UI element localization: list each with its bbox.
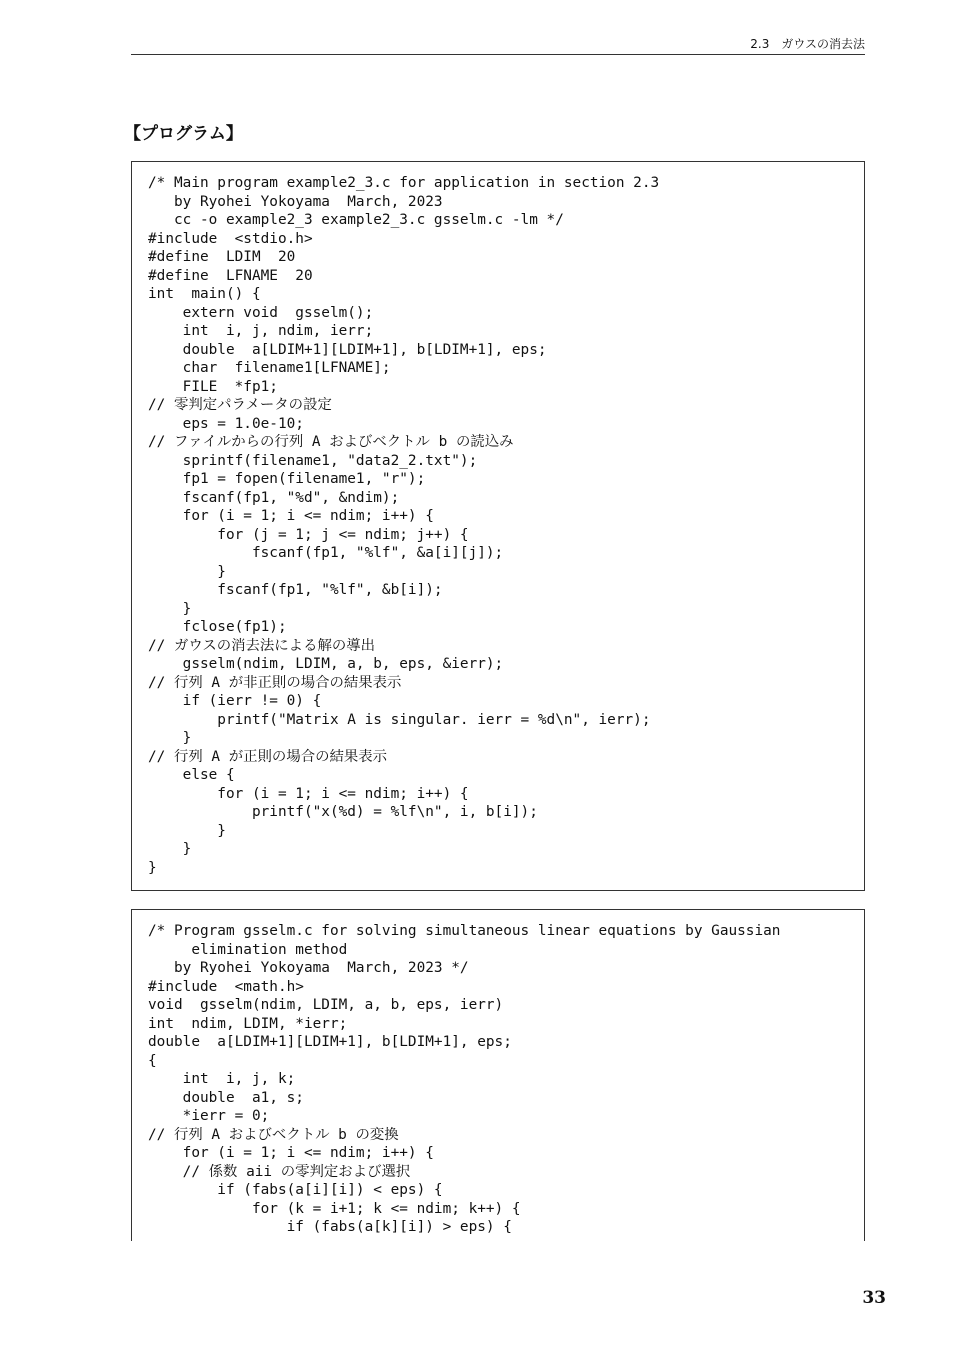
code-line: // 行列 A が正則の場合の結果表示 [148, 748, 388, 765]
code-line: if (fabs(a[k][i]) > eps) { [148, 1219, 512, 1235]
code-line: } [148, 859, 157, 876]
code-line: /* Main program example2_3.c for application in section 2.3 [148, 175, 660, 191]
code-line: } [148, 600, 192, 617]
code-line: #include <math.h> [148, 978, 304, 995]
code-line: if (fabs(a[i][i]) < eps) { [148, 1182, 443, 1198]
code-line: } [148, 563, 226, 580]
code-line: fscanf(fp1, "%d", &ndim); [148, 489, 400, 506]
code-line: elimination method [148, 941, 348, 958]
code-line: { [148, 1052, 157, 1069]
code-line: char filename1[LFNAME]; [148, 360, 391, 376]
code-line: } [148, 730, 192, 746]
code-line: #include <stdio.h> [148, 230, 313, 247]
code-line: printf("x(%d) = %lf\n", i, b[i]); [148, 804, 538, 820]
code-line: // 零判定パラメータの設定 [148, 397, 332, 413]
code-line: fscanf(fp1, "%lf", &a[i][j]); [148, 545, 504, 561]
code-line: // 行列 A が非正則の場合の結果表示 [148, 674, 402, 691]
code-line: for (i = 1; i <= ndim; i++) { [148, 1145, 434, 1161]
code-line: } [148, 841, 192, 857]
code-line: cc -o example2_3 example2_3.c gsselm.c -lm */ [148, 212, 564, 228]
code-line: void gsselm(ndim, LDIM, a, b, eps, ierr) [148, 997, 504, 1013]
code-block-main-program [131, 161, 865, 891]
code-line: double a[LDIM+1][LDIM+1], b[LDIM+1], eps; [148, 341, 547, 358]
code-line: int i, j, ndim, ierr; [148, 323, 374, 339]
code-line: extern void gsselm(); [148, 304, 374, 321]
code-line: sprintf(filename1, "data2_2.txt"); [148, 452, 478, 469]
running-header: 2.3 ガウスの消去法 [750, 37, 865, 51]
code-line: for (i = 1; i <= ndim; i++) { [148, 785, 469, 802]
code-line: double a[LDIM+1][LDIM+1], b[LDIM+1], eps; [148, 1034, 512, 1050]
code-line: double a1, s; [148, 1089, 304, 1106]
code-line: fclose(fp1); [148, 619, 287, 635]
code-line: /* Program gsselm.c for solving simultaneous linear equations by Gaussian [148, 923, 781, 939]
code-line: #define LFNAME 20 [148, 267, 313, 284]
code-line: by Ryohei Yokoyama March, 2023 [148, 193, 443, 210]
code-line: // ファイルからの行列 A およびベクトル b の読込み [148, 434, 514, 450]
code-line: for (k = i+1; k <= ndim; k++) { [148, 1200, 521, 1217]
code-line: int ndim, LDIM, *ierr; [148, 1015, 348, 1032]
code-line: fp1 = fopen(filename1, "r"); [148, 471, 426, 487]
code-line: int main() { [148, 286, 261, 302]
code-line: if (ierr != 0) { [148, 693, 322, 709]
code-line: gsselm(ndim, LDIM, a, b, eps, &ierr); [148, 656, 504, 672]
code-line: } [148, 822, 226, 839]
code-line: by Ryohei Yokoyama March, 2023 */ [148, 960, 469, 976]
code-line: *ierr = 0; [148, 1108, 270, 1124]
code-line: fscanf(fp1, "%lf", &b[i]); [148, 582, 443, 598]
code-line: // ガウスの消去法による解の導出 [148, 637, 376, 654]
code-block-gsselm [131, 909, 865, 1241]
page-number: 33 [862, 1288, 886, 1308]
code-line: eps = 1.0e-10; [148, 415, 304, 432]
code-line: for (j = 1; j <= ndim; j++) { [148, 526, 469, 543]
code-lines [148, 174, 659, 877]
code-line: printf("Matrix A is singular. ierr = %d\n", ierr); [148, 711, 651, 728]
code-line: #define LDIM 20 [148, 249, 296, 265]
code-line: // 係数 aii の零判定および選択 [148, 1163, 411, 1180]
code-lines [148, 922, 780, 1237]
header-rule [131, 54, 865, 55]
section-heading: 【プログラム】 [124, 124, 243, 144]
code-line: FILE *fp1; [148, 378, 278, 395]
code-line: int i, j, k; [148, 1071, 296, 1087]
code-line: // 行列 A およびベクトル b の変換 [148, 1126, 399, 1143]
code-line: for (i = 1; i <= ndim; i++) { [148, 508, 434, 524]
code-line: else { [148, 767, 235, 783]
